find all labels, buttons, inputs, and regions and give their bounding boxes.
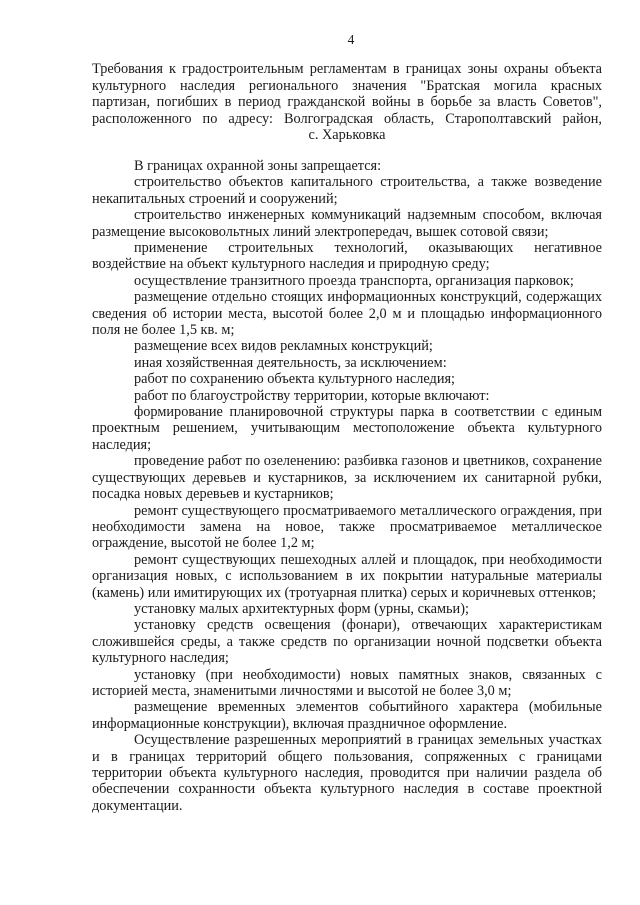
paragraph: работ по благоустройству территории, которые включают: bbox=[134, 387, 490, 404]
heading-line: культурного наследия регионального значения "Братская могила красных bbox=[92, 77, 602, 94]
heading-line: партизан, погибших в период гражданской войны в борьбе за власть Советов", bbox=[92, 94, 602, 111]
paragraph: ремонт существующих пешеходных аллей и площадок, при необходимости организация новых, с использованием в их покрытии натуральные материалы (камень) или имитирующих их (тротуарная плитка) серых и коричневых оттенков; bbox=[92, 551, 602, 601]
paragraph: применение строительных технологий, оказывающих негативное воздействие на объект культурного наследия и природную среду; bbox=[92, 240, 602, 273]
document-heading bbox=[92, 61, 602, 144]
paragraph-closing: Осуществление разрешенных мероприятий в границах земельных участках и в границах территорий общего пользования, сопряженных с границами территории объекта культурного наследия, проводится при наличии раздела об обеспечении сохранности объекта культурного наследия в составе проектной документации. bbox=[92, 732, 602, 814]
page-number: 4 bbox=[347, 32, 355, 47]
paragraph: размещение отдельно стоящих информационных конструкций, содержащих сведения об истории места, высотой более 2,0 м и площадью информационного поля не более 1,5 кв. м; bbox=[92, 289, 602, 339]
heading-locality: с. Харьковка bbox=[308, 127, 386, 144]
paragraph: установку средств освещения (фонари), отвечающих характеристикам сложившейся среды, а также средств по организации ночной подсветки объекта культурного наследия; bbox=[92, 617, 602, 667]
paragraph: осуществление транзитного проезда транспорта, организация парковок; bbox=[134, 272, 574, 289]
paragraph: формирование планировочной структуры парка в соответствии с единым проектным решением, учитывающим местоположение объекта культурного наследия; bbox=[92, 404, 602, 453]
heading-line: расположенного по адресу: Волгоградская область, Старополтавский район, bbox=[92, 110, 602, 127]
document-body bbox=[92, 158, 602, 814]
paragraph: проведение работ по озеленению: разбивка газонов и цветников, сохранение существующих деревьев и кустарников, за исключением их санитарной рубки, посадка новых деревьев и кустарников; bbox=[92, 453, 602, 503]
paragraph: иная хозяйственная деятельность, за исключением: bbox=[134, 354, 447, 371]
paragraph: установку малых архитектурных форм (урны, скамьи); bbox=[134, 600, 469, 617]
paragraph: установку (при необходимости) новых памятных знаков, связанных с историей места, знаменитыми личностями и высотой не более 3,0 м; bbox=[92, 666, 602, 699]
heading-line: Требования к градостроительным регламентам в границах зоны охраны объекта bbox=[92, 61, 602, 77]
paragraph: строительство инженерных коммуникаций надземным способом, включая размещение высоковольтных линий электропередач, вышек сотовой связи; bbox=[92, 207, 602, 240]
paragraph: строительство объектов капитального строительства, а также возведение некапитальных строений и сооружений; bbox=[92, 174, 602, 207]
paragraph: работ по сохранению объекта культурного наследия; bbox=[134, 371, 456, 388]
paragraph: размещение всех видов рекламных конструкций; bbox=[134, 338, 433, 355]
paragraph: размещение временных элементов событийного характера (мобильные информационные конструкции), включая праздничное оформление. bbox=[92, 699, 602, 732]
paragraph: ремонт существующего просматриваемого металлического ограждения, при необходимости замена на новое, также просматриваемое металлическое ограждение, высотой не более 1,2 м; bbox=[92, 502, 602, 552]
paragraph-intro: В границах охранной зоны запрещается: bbox=[134, 157, 382, 174]
